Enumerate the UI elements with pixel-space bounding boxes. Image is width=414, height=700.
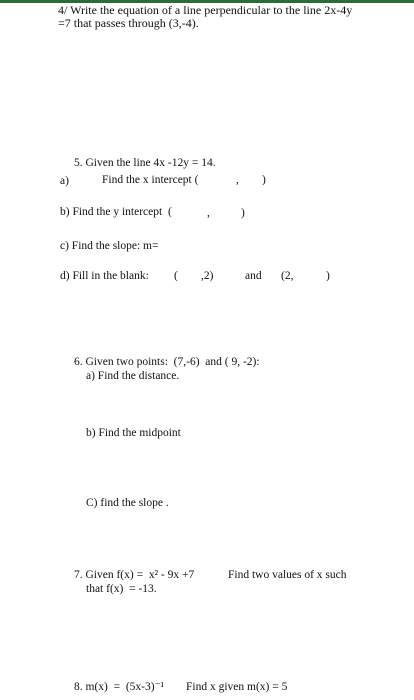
question-8-instruction: Find x given m(x) = 5 — [186, 681, 288, 693]
question-5b-close-paren: ) — [241, 207, 245, 219]
question-5b-text: b) Find the y intercept ( — [60, 206, 172, 218]
question-5d-and: and — [245, 270, 262, 282]
question-5d-close-paren-2: ) — [326, 270, 330, 282]
question-6c-text: C) find the slope . — [86, 497, 169, 509]
question-5-header: 5. Given the line 4x -12y = 14. — [74, 157, 216, 169]
question-4-line-1: 4/ Write the equation of a line perpendicular to the line 2x-4y — [58, 3, 353, 17]
question-6-header: 6. Given two points: (7,-6) and ( 9, -2): — [74, 356, 260, 368]
question-5d-text: d) Fill in the blank: — [60, 270, 149, 282]
question-6b-text: b) Find the midpoint — [86, 427, 181, 439]
question-5a-text: Find the x intercept ( — [102, 174, 199, 186]
question-5a-close-paren: ) — [262, 174, 266, 186]
question-5a-comma: , — [236, 174, 239, 186]
question-7-header: 7. Given f(x) = x² - 9x +7 — [74, 569, 195, 581]
question-8-header: 8. m(x) = (5x-3)⁻¹ — [74, 681, 165, 693]
question-5d-open-paren-1: ( — [174, 270, 178, 282]
question-5b-comma: , — [207, 207, 210, 219]
question-5d-point-1-rest: ,2) — [201, 270, 214, 282]
question-7-instruction: Find two values of x such — [228, 569, 347, 581]
question-6a-text: a) Find the distance. — [86, 370, 180, 382]
question-5a-label: a) — [60, 175, 69, 187]
question-7-line-2: that f(x) = -13. — [86, 583, 157, 595]
question-5c-text: c) Find the slope: m= — [60, 240, 159, 252]
question-5d-point-2-open: (2, — [281, 270, 294, 282]
question-4-line-2: =7 that passes through (3,-4). — [58, 16, 199, 30]
